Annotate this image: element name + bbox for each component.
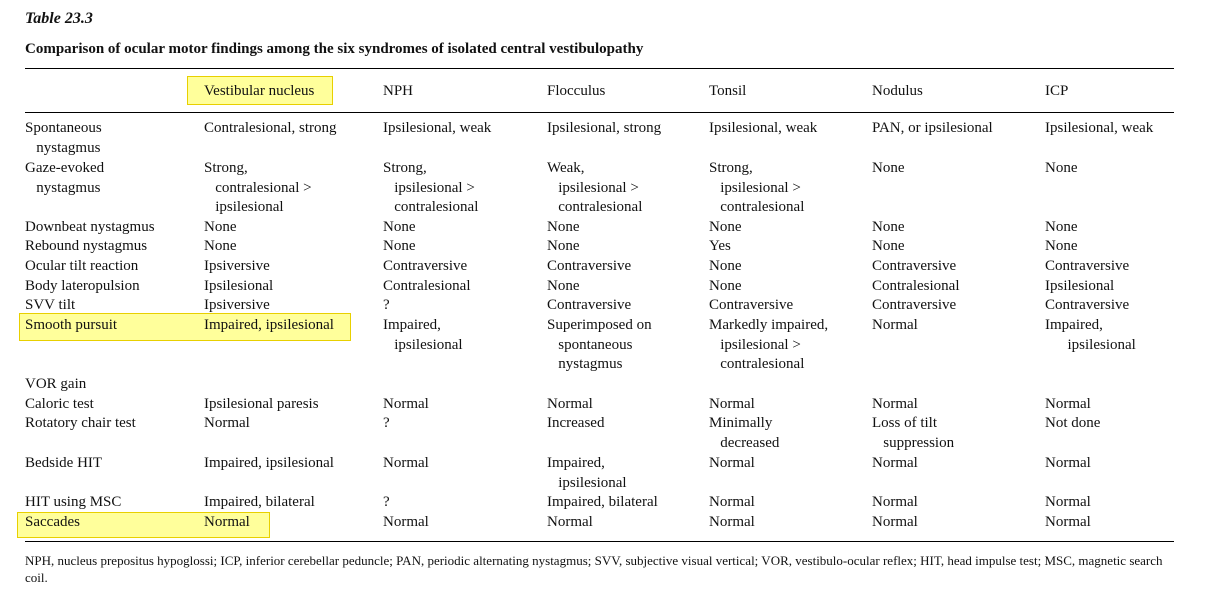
table-cell: None (1045, 160, 1078, 176)
table-cell: Ipsilesional paresis (204, 396, 319, 412)
table-cell: None (204, 219, 237, 235)
table-cell: Impaired, ipsilesional (547, 455, 627, 491)
table-cell: Impaired, ipsilesional (204, 317, 334, 333)
table-cell: Normal (709, 396, 755, 412)
table-cell: Impaired, bilateral (204, 494, 315, 510)
table-cell: Normal (1045, 455, 1091, 471)
row-label: SVV tilt (25, 297, 76, 313)
column-header: Vestibular nucleus (204, 83, 315, 99)
table-cell: None (872, 160, 905, 176)
row-label: HIT using MSC (25, 494, 122, 510)
table-cell: None (547, 219, 580, 235)
table-cell: Ipsilesional, weak (1045, 120, 1154, 136)
table-cell: Normal (547, 514, 593, 530)
table-cell: Normal (872, 494, 918, 510)
table-cell: None (1045, 238, 1078, 254)
table-cell: ? (383, 494, 390, 510)
table-cell: None (709, 258, 742, 274)
table-cell: None (547, 278, 580, 294)
row-label: Rotatory chair test (25, 415, 136, 431)
table-cell: Contraversive (547, 297, 632, 313)
row-label: Smooth pursuit (25, 317, 118, 333)
header-rule (25, 112, 1174, 113)
row-label: Downbeat nystagmus (25, 219, 155, 235)
table-cell: None (383, 238, 416, 254)
table-cell: Normal (1045, 494, 1091, 510)
table-cell: None (383, 219, 416, 235)
table-label: Table 23.3 (25, 10, 93, 27)
table-cell: Ipsiversive (204, 258, 270, 274)
table-cell: Normal (204, 514, 250, 530)
column-header: Flocculus (547, 83, 606, 99)
table-cell: Contraversive (1045, 258, 1130, 274)
table-cell: Strong, contralesional > ipsilesional (204, 160, 312, 216)
table-cell: Contraversive (547, 258, 632, 274)
table-cell: None (204, 238, 237, 254)
table-cell: Normal (547, 396, 593, 412)
row-label: Bedside HIT (25, 455, 103, 471)
row-label: Ocular tilt reaction (25, 258, 139, 274)
table-cell: ? (383, 297, 390, 313)
top-rule (25, 68, 1174, 69)
table-cell: Strong, ipsilesional > contralesional (383, 160, 479, 216)
table-cell: Increased (547, 415, 605, 431)
table-cell: Contralesional (383, 278, 471, 294)
row-label: Body lateropulsion (25, 278, 140, 294)
table-cell: Strong, ipsilesional > contralesional (709, 160, 805, 216)
table-cell: Normal (383, 514, 429, 530)
table-cell: Normal (383, 396, 429, 412)
table-cell: Impaired, ipsilesional (204, 455, 334, 471)
bottom-rule (25, 541, 1174, 542)
table-cell: Impaired, ipsilesional (1045, 317, 1136, 353)
table-footnote: NPH, nucleus prepositus hypoglossi; ICP, inferior cerebellar peduncle; PAN, periodic alternating nystagmus; SVV, subjective visual vertical; VOR, vestibulo-ocular reflex; HIT, head impulse test; MSC, magnetic search coil. (25, 553, 1163, 585)
table-cell: Not done (1045, 415, 1101, 431)
column-header: Nodulus (872, 83, 923, 99)
column-header: ICP (1045, 83, 1069, 99)
table-cell: ? (383, 415, 390, 431)
table-cell: Superimposed on spontaneous nystagmus (547, 317, 652, 373)
table-cell: Ipsilesional, weak (709, 120, 818, 136)
table-cell: Weak, ipsilesional > contralesional (547, 160, 643, 216)
table-cell: Normal (872, 514, 918, 530)
table-cell: Yes (709, 238, 731, 254)
table-cell: Normal (872, 396, 918, 412)
table-cell: Normal (204, 415, 250, 431)
table-cell: None (709, 278, 742, 294)
table-cell: Normal (709, 494, 755, 510)
table-cell: Ipsilesional, weak (383, 120, 492, 136)
table-cell: Normal (1045, 396, 1091, 412)
table-cell: Impaired, ipsilesional (383, 317, 463, 353)
table-cell: Contralesional, strong (204, 120, 337, 136)
row-label: Caloric test (25, 396, 94, 412)
row-label: Saccades (25, 514, 80, 530)
table-cell: Contraversive (872, 258, 957, 274)
row-label: VOR gain (25, 376, 87, 392)
table-cell: Normal (872, 455, 918, 471)
table-cell: None (547, 238, 580, 254)
table-cell: None (872, 219, 905, 235)
row-label: Spontaneous nystagmus (25, 120, 102, 156)
table-cell: Loss of tilt suppression (872, 415, 955, 451)
table-cell: Contraversive (872, 297, 957, 313)
row-label: Rebound nystagmus (25, 238, 148, 254)
table-cell: Normal (709, 455, 755, 471)
table-cell: Ipsiversive (204, 297, 270, 313)
table-cell: Contraversive (383, 258, 468, 274)
column-header: NPH (383, 83, 414, 99)
table-title: Comparison of ocular motor findings among the six syndromes of isolated central vestibulopathy (25, 41, 644, 57)
table-cell: Normal (383, 455, 429, 471)
table-cell: Contralesional (872, 278, 960, 294)
row-label: Gaze-evoked nystagmus (25, 160, 105, 196)
table-cell: Minimally decreased (709, 415, 780, 451)
table-cell: Markedly impaired, ipsilesional > contralesional (709, 317, 829, 373)
table-cell: Ipsilesional (204, 278, 274, 294)
column-header: Tonsil (709, 83, 747, 99)
table-cell: Normal (872, 317, 918, 333)
table-cell: Impaired, bilateral (547, 494, 658, 510)
table-cell: PAN, or ipsilesional (872, 120, 993, 136)
table-cell: Ipsilesional (1045, 278, 1115, 294)
table-cell: Contraversive (709, 297, 794, 313)
table-cell: Ipsilesional, strong (547, 120, 662, 136)
table-cell: Normal (1045, 514, 1091, 530)
table-cell: None (872, 238, 905, 254)
table-cell: Contraversive (1045, 297, 1130, 313)
table-cell: Normal (709, 514, 755, 530)
table-cell: None (1045, 219, 1078, 235)
table-cell: None (709, 219, 742, 235)
